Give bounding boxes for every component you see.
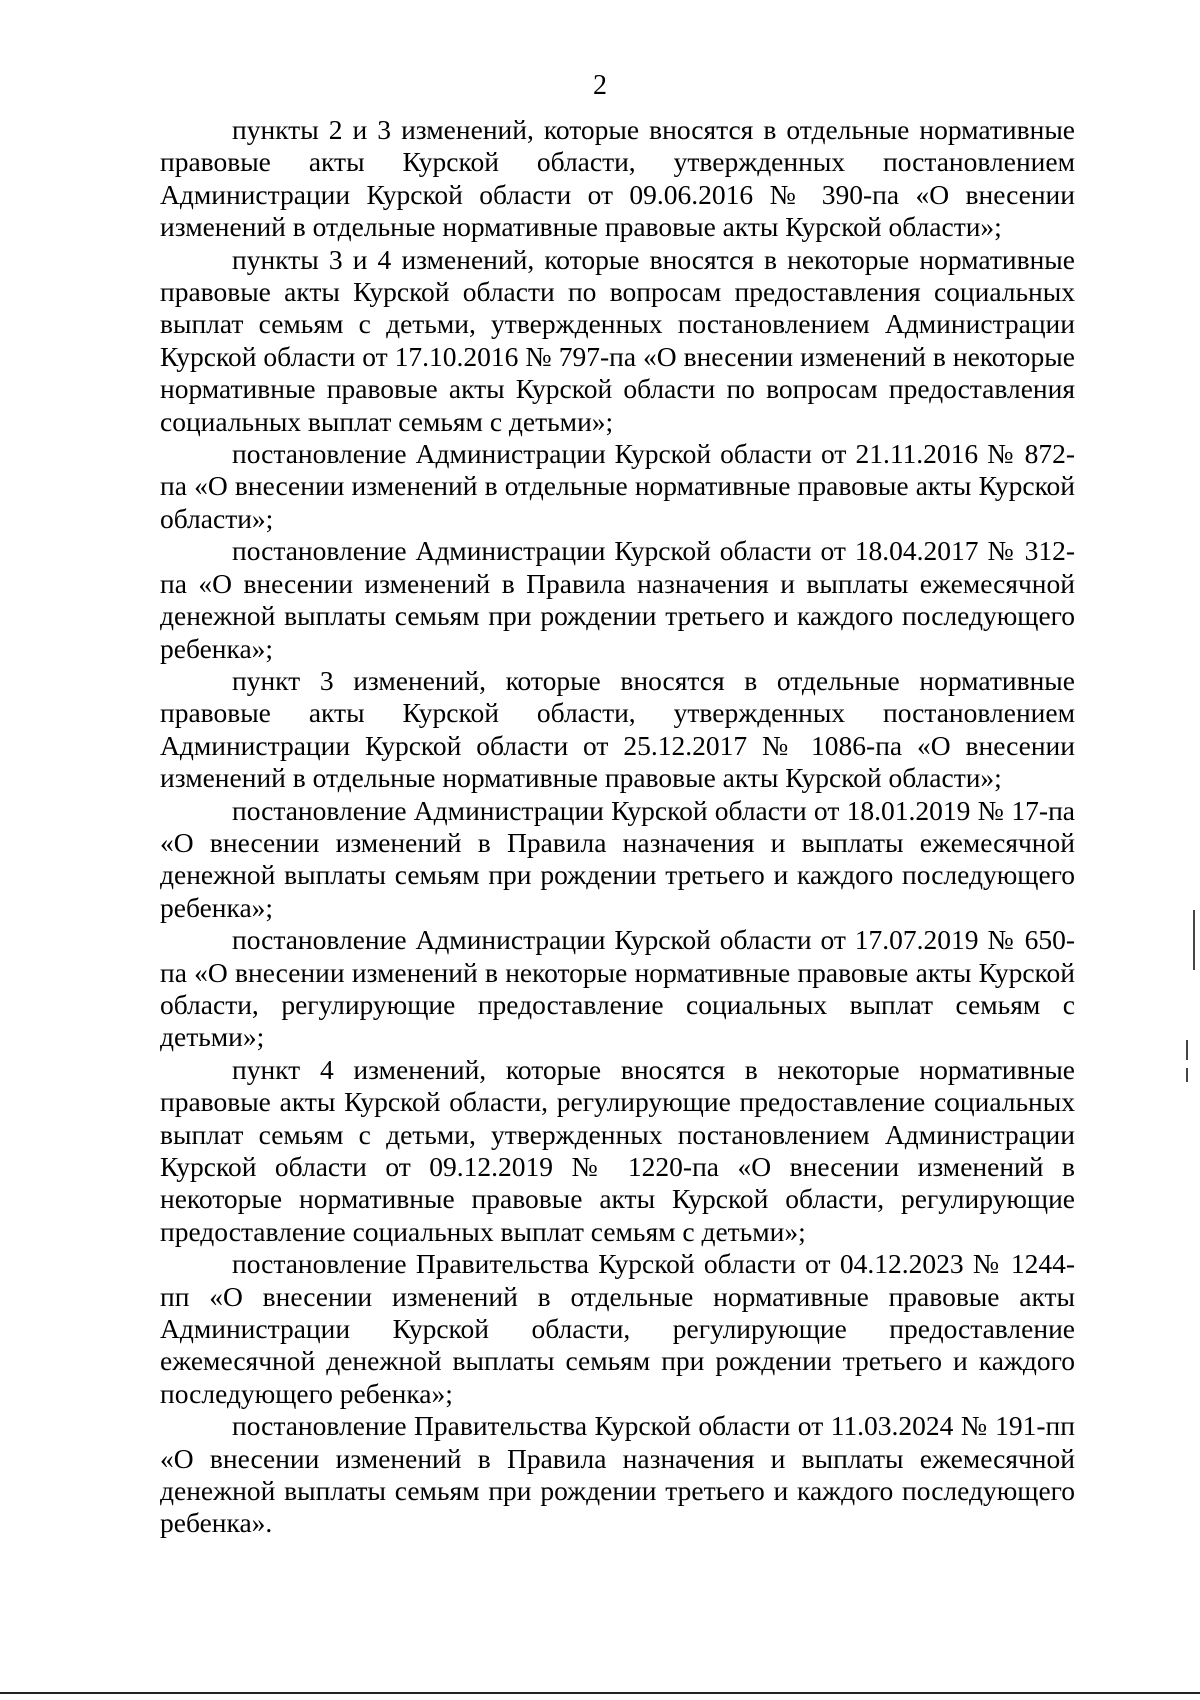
paragraph-6: постановление Администрации Курской области от 18.01.2019 № 17-па «О внесении изменений в Правила назначения и выплаты ежемесячной денежной выплаты семьям при рождении третьего и каждого последующего ребенка»; (160, 794, 1075, 923)
paragraph-7: постановление Администрации Курской области от 17.07.2019 № 650-па «О внесении изменений в некоторые нормативные правовые акты Курской области, регулирующие предоставление социальных выплат семьям с детьми»; (160, 924, 1075, 1053)
paragraph-1: пункты 2 и 3 изменений, которые вносятся в отдельные нормативные правовые акты Курской области, утвержденных постановлением Администрации Курской области от 09.06.2016 № 390-па «О внесении изменений в отдельные нормативные правовые акты Курской области»; (160, 114, 1075, 243)
document-body (160, 114, 1075, 1540)
page-bottom-edge (0, 1692, 1200, 1694)
paragraph-9: постановление Правительства Курской области от 04.12.2023 № 1244-пп «О внесении изменений в отдельные нормативные правовые акты Администрации Курской области, регулирующие предоставление ежемесячной денежной выплаты семьям при рождении третьего и каждого последующего ребенка»; (160, 1248, 1075, 1409)
paragraph-3: постановление Администрации Курской области от 21.11.2016 № 872-па «О внесении изменений в отдельные нормативные правовые акты Курской области»; (160, 438, 1075, 534)
paragraph-5: пункт 3 изменений, которые вносятся в отдельные нормативные правовые акты Курской области, утвержденных постановлением Администрации Курской области от 25.12.2017 № 1086-па «О внесении изменений в отдельные нормативные правовые акты Курской области»; (160, 664, 1075, 794)
page-number: 2 (593, 70, 607, 101)
scan-artifact (1186, 1040, 1188, 1060)
paragraph-8: пункт 4 изменений, которые вносятся в некоторые нормативные правовые акты Курской области, регулирующие предоставление социальных выплат семьям с детьми, утвержденных постановлением Администрации Курской области от 09.12.2019 № 1220-па «О внесении изменений в некоторые нормативные правовые акты Курской области, регулирующие предоставление социальных выплат семьям с детьми»; (160, 1053, 1075, 1247)
paragraph-10: постановление Правительства Курской области от 11.03.2024 № 191-пп «О внесении изменений в Правила назначения и выплаты ежемесячной денежной выплаты семьям при рождении третьего и каждого последующего ребенка». (160, 1410, 1075, 1539)
paragraph-2: пункты 3 и 4 изменений, которые вносятся в некоторые нормативные правовые акты Курской области по вопросам предоставления социальных выплат семьям с детьми, утвержденных постановлением Администрации Курской области от 17.10.2016 № 797-па «О внесении изменений в некоторые нормативные правовые акты Курской области по вопросам предоставления социальных выплат семьям с детьми»; (160, 243, 1075, 437)
paragraph-4: постановление Администрации Курской области от 18.04.2017 № 312-па «О внесении изменений в Правила назначения и выплаты ежемесячной денежной выплаты семьям при рождении третьего и каждого последующего ребенка»; (160, 535, 1075, 664)
scan-artifact (1193, 910, 1195, 970)
scan-artifact (1186, 1068, 1188, 1082)
